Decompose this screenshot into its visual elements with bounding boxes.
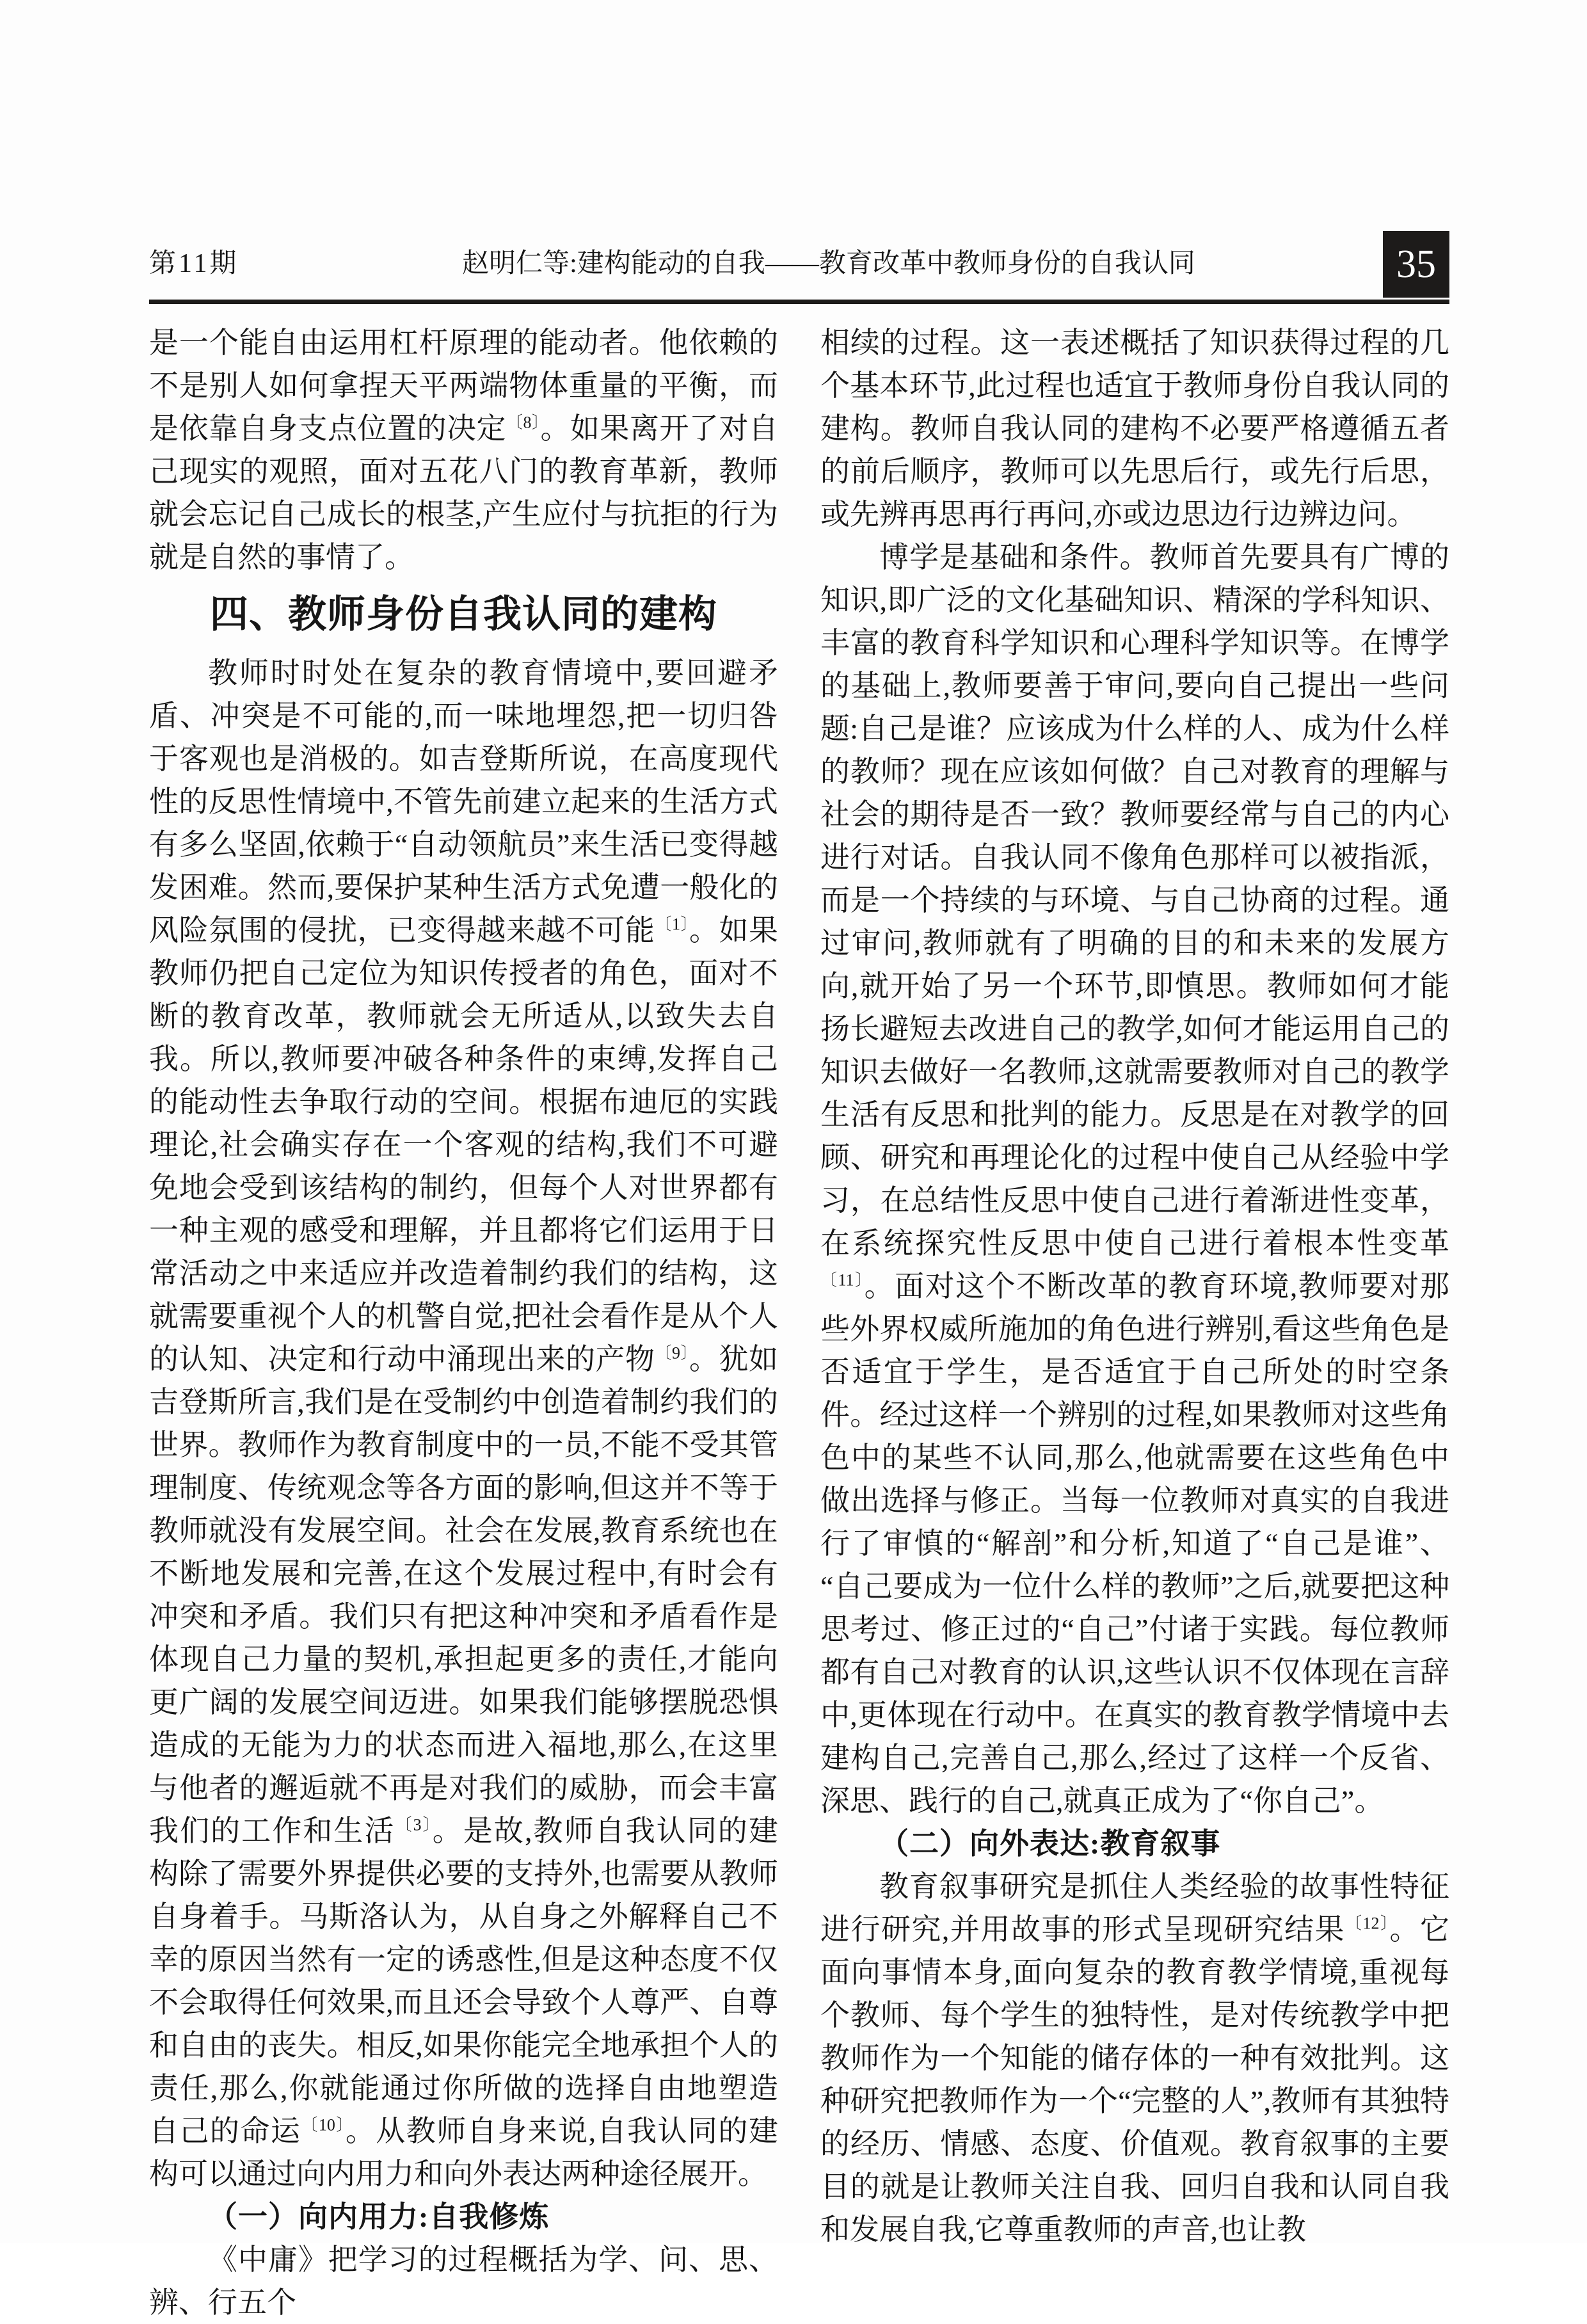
paragraph: 博学是基础和条件。教师首先要具有广博的知识,即广泛的文化基础知识、精深的学科知识、丰富的教育科学知识和心理科学知识等。在博学的基础上,教师要善于审问,要向自己提出一些问题:自己是谁？应该成为什么样的人、成为什么样的教师？现在应该如何做？自己对教育的理解与社会的期待是否一致？教师要经常与自己的内心进行对话。自我认同不像角色那样可以被指派，而是一个持续的与环境、与自己协商的过程。通过审问,教师就有了明确的目的和未来的发展方向,就开始了另一个环节,即慎思。教师如何才能扬长避短去改进自己的教学,如何才能运用自己的知识去做好一名教师,这就需要教师对自己的教学生活有反思和批判的能力。反思是在对教学的回顾、研究和再理论化的过程中使自己从经验中学习，在总结性反思中使自己进行着渐进性变革，在系统探究性反思中使自己进行着根本性变革$^{〔11〕}$。面对这个不断改革的教育环境,教师要对那些外界权威所施加的角色进行辨别,看这些角色是否适宜于学生，是否适宜于自己所处的时空条件。经过这样一个辨别的过程,如果教师对这些角色中的某些不认同,那么,他就需要在这些角色中做出选择与修正。当每一位教师对真实的自我进行了审慎的“解剖”和分析,知道了“自己是谁”、“自己要成为一位什么样的教师”之后,就要把这种思考过、修正过的“自己”付诸于实践。每位教师都有自己对教育的认识,这些认识不仅体现在言辞中,更体现在行动中。在真实的教育教学情境中去建构自己,完善自己,那么,经过了这样一个反省、深思、践行的自己,就真正成为了“你自己”。	[820, 541, 1450, 1817]
left-column	[149, 321, 778, 2324]
page-number-badge	[1383, 231, 1449, 298]
right-column	[820, 321, 1449, 2324]
reference-marker: 〔3〕	[395, 1815, 433, 1834]
reference-marker: 〔11〕	[820, 1270, 865, 1290]
paragraph: 教师时时处在复杂的教育情境中,要回避矛盾、冲突是不可能的,而一味地埋怨,把一切归咎于客观也是消极的。如吉登斯所说，在高度现代性的反思性情境中,不管先前建立起来的生活方式有多么坚固,依赖于“自动领航员”来生活已变得越发困难。然而,要保护某种生活方式免遭一般化的风险氛围的侵扰，已变得越来越不可能$^{〔1〕}$。如果教师仍把自己定位为知识传授者的角色，面对不断的教育改革，教师就会无所适从,以致失去自我。所以,教师要冲破各种条件的束缚,发挥自己的能动性去争取行动的空间。根据布迪厄的实践理论,社会确实存在一个客观的结构,我们不可避免地会受到该结构的制约，但每个人对世界都有一种主观的感受和理解，并且都将它们运用于日常活动之中来适应并改造着制约我们的结构，这就需要重视个人的机警自觉,把社会看作是从个人的认知、决定和行动中涌现出来的产物$^{〔9〕}$。犹如吉登斯所言,我们是在受制约中创造着制约我们的世界。教师作为教育制度中的一员,不能不受其管理制度、传统观念等各方面的影响,但这并不等于教师就没有发展空间。社会在发展,教育系统也在不断地发展和完善,在这个发展过程中,有时会有冲突和矛盾。我们只有把这种冲突和矛盾看作是体现自己力量的契机,承担起更多的责任,才能向更广阔的发展空间迈进。如果我们能够摆脱恐惧造成的无能为力的状态而进入福地,那么,在这里与他者的邂逅就不再是对我们的威胁，而会丰富我们的工作和生活$^{〔3〕}$。是故,教师自我认同的建构除了需要外界提供必要的支持外,也需要从教师自身着手。马斯洛认为，从自身之外解释自己不幸的原因当然有一定的诱惑性,但是这种态度不仅不会取得任何效果,而且还会导致个人尊严、自尊和自由的丧失。相反,如果你能完全地承担个人的责任,那么,你就能通过你所做的选择自由地塑造自己的命运$^{〔10〕}$。从教师自身来说,自我认同的建构可以通过向内用力和向外表达两种途径展开。	[149, 657, 778, 2190]
subsection-heading: （一）向内用力:自我修炼	[208, 2200, 550, 2233]
reference-marker: 〔9〕	[655, 1343, 689, 1363]
reference-marker: 〔8〕	[506, 413, 541, 432]
page-number: 35	[1396, 242, 1436, 286]
paragraph: 教育叙事研究是抓住人类经验的故事性特征进行研究,并用故事的形式呈现研究结果$^{〔12〕}$。它面向事情本身,面向复杂的教育教学情境,重视每个教师、每个学生的独特性，是对传统教学中把教师作为一个知能的储存体的一种有效批判。这种研究把教师作为一个“完整的人”,教师有其独特的经历、情感、态度、价值观。教育叙事的主要目的就是让教师关注自我、回归自我和认同自我和发展自我,它尊重教师的声音,也让教	[820, 1870, 1449, 2246]
paragraph: 相续的过程。这一表述概括了知识获得过程的几个基本环节,此过程也适宜于教师身份自我认同的建构。教师自我认同的建构不必要严格遵循五者的前后顺序，教师可以先思后行，或先行后思，或先辨再思再行再问,亦或边思边行边辨边问。	[820, 326, 1449, 531]
running-title: 赵明仁等:建构能动的自我——教育改革中教师身份的自我认同	[462, 249, 1195, 278]
paragraph: 《中庸》把学习的过程概括为学、问、思、辨、行五个	[149, 2243, 778, 2319]
reference-marker: 〔12〕	[1345, 1914, 1390, 1933]
paragraph: 是一个能自由运用杠杆原理的能动者。他依赖的不是别人如何拿捏天平两端物体重量的平衡，而是依靠自身支点位置的决定$^{〔8〕}$。如果离开了对自己现实的观照，面对五花八门的教育革新，教师就会忘记自己成长的根茎,产生应付与抗拒的行为就是自然的事情了。	[149, 326, 778, 573]
reference-marker: 〔1〕	[655, 915, 689, 934]
article-body	[149, 321, 1449, 2324]
reference-marker: 〔10〕	[301, 2115, 346, 2135]
section-heading: 四、教师身份自我认同的建构	[210, 593, 717, 636]
subsection-heading: （二）向外表达:教育叙事	[879, 1827, 1221, 1860]
header-rule	[149, 300, 1449, 304]
journal-issue: 第11期	[149, 249, 239, 278]
